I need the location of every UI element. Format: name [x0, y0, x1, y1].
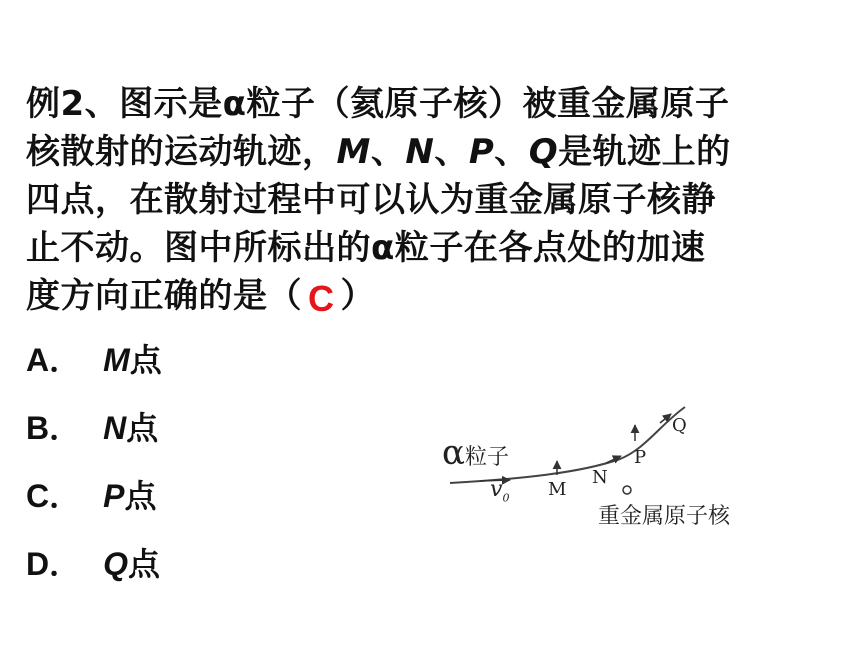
- label-p: P: [634, 447, 647, 468]
- question-line-3: 四点，在散射过程中可以认为重金属原子核静: [26, 180, 716, 220]
- answer-mark: C: [308, 278, 335, 319]
- v0-label: $v_0$: [490, 477, 510, 505]
- nucleus-label: 重金属原子核: [598, 504, 731, 529]
- option-c[interactable]: C． P点: [26, 477, 157, 515]
- point-n: N: [405, 132, 435, 172]
- option-b[interactable]: B． N点: [26, 409, 159, 447]
- nucleus-dot: [623, 486, 631, 494]
- q-arrow: [660, 414, 671, 423]
- label-m: M: [548, 479, 567, 500]
- alpha-label: α粒子: [442, 433, 509, 473]
- question-line-4: 止不动。图中所标出的α粒子在各点处的加速: [26, 228, 706, 268]
- option-a[interactable]: A． M点: [26, 341, 162, 379]
- question-line-5: 度方向正确的是（ C ）: [26, 272, 826, 323]
- scattering-figure: [430, 395, 770, 535]
- question-line-1: 例2、图示是α粒子（氦原子核）被重金属原子: [26, 84, 730, 124]
- question-text: [26, 80, 826, 323]
- option-d[interactable]: D． Q点: [26, 545, 161, 583]
- point-p: P: [468, 132, 495, 172]
- label-q: Q: [672, 415, 687, 436]
- point-q: Q: [528, 132, 559, 172]
- label-n: N: [592, 467, 608, 488]
- point-m: M: [336, 132, 371, 172]
- question-line-2: 核散射的运动轨迹，M、N、P、Q是轨迹上的: [26, 132, 731, 172]
